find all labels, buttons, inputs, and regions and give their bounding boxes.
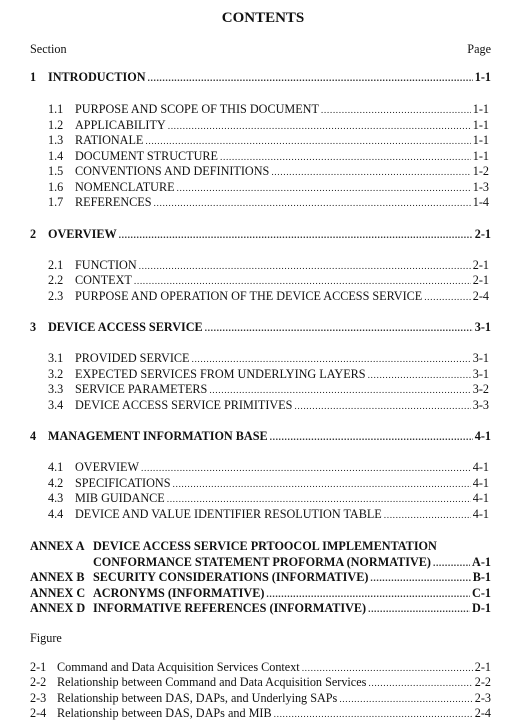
item-number: 4.1 bbox=[48, 460, 64, 474]
item-page: 3-1 bbox=[472, 351, 489, 365]
item-number: 3.3 bbox=[48, 382, 64, 396]
item-title: DEVICE AND VALUE IDENTIFIER RESOLUTION TABLE bbox=[75, 507, 382, 521]
toc-item-3-2[interactable] bbox=[48, 367, 489, 382]
item-title: NOMENCLATURE bbox=[75, 180, 175, 194]
item-page: 1-4 bbox=[472, 195, 489, 209]
item-number: 1.5 bbox=[48, 164, 64, 178]
annex-title: CONFORMANCE STATEMENT PROFORMA (NORMATIVE) bbox=[93, 555, 431, 569]
figure-page: 2-3 bbox=[474, 691, 491, 705]
item-title: MIB GUIDANCE bbox=[75, 491, 165, 505]
item-page: 3-1 bbox=[472, 367, 489, 381]
section-title: OVERVIEW bbox=[48, 227, 117, 241]
annex-label: ANNEX D bbox=[30, 601, 86, 615]
item-page: 1-1 bbox=[472, 118, 489, 132]
item-number: 3.2 bbox=[48, 367, 64, 381]
item-title: REFERENCES bbox=[75, 195, 152, 209]
figure-title: Relationship between DAS, DAPs, and Underlying SAPs bbox=[57, 691, 338, 705]
annex-title: INFORMATIVE REFERENCES (INFORMATIVE) bbox=[93, 601, 367, 615]
dot-leader bbox=[205, 320, 473, 337]
toc-item-1-4[interactable] bbox=[48, 149, 489, 164]
item-page: 1-1 bbox=[472, 149, 489, 163]
item-number: 4.4 bbox=[48, 507, 64, 521]
toc-section-1[interactable] bbox=[30, 70, 491, 85]
annex-label: ANNEX B bbox=[30, 570, 85, 584]
item-number: 1.6 bbox=[48, 180, 64, 194]
item-number: 3.4 bbox=[48, 398, 64, 412]
figure-page: 2-2 bbox=[474, 675, 491, 689]
dot-leader bbox=[148, 70, 473, 87]
annex-page: D-1 bbox=[472, 601, 491, 615]
item-page: 4-1 bbox=[472, 460, 489, 474]
figure-number: 2-2 bbox=[30, 675, 47, 689]
item-page: 1-1 bbox=[472, 133, 489, 147]
dot-leader bbox=[141, 460, 471, 477]
section-title: DEVICE ACCESS SERVICE bbox=[48, 320, 203, 334]
page-title: CONTENTS bbox=[221, 10, 305, 26]
item-title: DOCUMENT STRUCTURE bbox=[75, 149, 218, 163]
toc-item-1-7[interactable] bbox=[48, 195, 489, 210]
item-page: 1-1 bbox=[472, 102, 489, 116]
item-title: OVERVIEW bbox=[75, 460, 140, 474]
section-page: 3-1 bbox=[474, 320, 491, 334]
toc-item-1-1[interactable] bbox=[48, 102, 489, 117]
annex-title: SECURITY CONSIDERATIONS (INFORMATIVE) bbox=[93, 570, 369, 584]
toc-annex-d[interactable] bbox=[30, 601, 491, 616]
toc-item-4-1[interactable] bbox=[48, 460, 489, 475]
item-number: 2.2 bbox=[48, 273, 64, 287]
dot-leader bbox=[119, 227, 473, 244]
item-page: 4-1 bbox=[472, 507, 489, 521]
toc-figure-2-3[interactable] bbox=[30, 691, 491, 706]
toc-item-1-5[interactable] bbox=[48, 164, 489, 179]
figure-page: 2-1 bbox=[474, 660, 491, 674]
toc-item-4-4[interactable] bbox=[48, 507, 489, 522]
item-title: PROVIDED SERVICE bbox=[75, 351, 190, 365]
toc-section-2[interactable] bbox=[30, 227, 491, 242]
toc-item-2-3[interactable] bbox=[48, 289, 489, 304]
item-page: 2-1 bbox=[472, 273, 489, 287]
figure-number: 2-1 bbox=[30, 660, 47, 674]
item-number: 4.3 bbox=[48, 491, 64, 505]
toc-item-1-2[interactable] bbox=[48, 118, 489, 133]
annex-title-line1: DEVICE ACCESS SERVICE PRTOOCOL IMPLEMENTATION bbox=[93, 539, 437, 553]
section-page: 2-1 bbox=[474, 227, 491, 241]
item-page: 2-4 bbox=[472, 289, 489, 303]
annex-page: B-1 bbox=[472, 570, 491, 584]
item-number: 2.3 bbox=[48, 289, 64, 303]
annex-label: ANNEX A bbox=[30, 539, 85, 553]
dot-leader bbox=[167, 491, 471, 508]
item-page: 3-3 bbox=[472, 398, 489, 412]
item-title: CONTEXT bbox=[75, 273, 132, 287]
toc-figure-2-4[interactable] bbox=[30, 706, 491, 721]
toc-item-2-1[interactable] bbox=[48, 258, 489, 273]
item-title: PURPOSE AND SCOPE OF THIS DOCUMENT bbox=[75, 102, 319, 116]
item-page: 1-2 bbox=[472, 164, 489, 178]
item-page: 4-1 bbox=[472, 476, 489, 490]
toc-item-1-3[interactable] bbox=[48, 133, 489, 148]
figure-title: Relationship between Command and Data Acquisition Services bbox=[57, 675, 367, 689]
item-number: 4.2 bbox=[48, 476, 64, 490]
toc-annex-b[interactable] bbox=[30, 570, 491, 585]
item-title: DEVICE ACCESS SERVICE PRIMITIVES bbox=[75, 398, 293, 412]
annex-label: ANNEX C bbox=[30, 586, 86, 600]
figure-title: Relationship between DAS, DAPs and MIB bbox=[57, 706, 272, 720]
toc-item-3-4[interactable] bbox=[48, 398, 489, 413]
figure-number: 2-3 bbox=[30, 691, 47, 705]
dot-leader bbox=[424, 289, 471, 306]
item-title: SERVICE PARAMETERS bbox=[75, 382, 208, 396]
figure-number: 2-4 bbox=[30, 706, 47, 720]
item-page: 2-1 bbox=[472, 258, 489, 272]
annex-page: C-1 bbox=[472, 586, 491, 600]
dot-leader bbox=[209, 382, 470, 399]
toc-annex-a-line1[interactable] bbox=[30, 539, 491, 554]
item-title: FUNCTION bbox=[75, 258, 137, 272]
section-title: MANAGEMENT INFORMATION BASE bbox=[48, 429, 268, 443]
item-number: 1.4 bbox=[48, 149, 64, 163]
toc-item-2-2[interactable] bbox=[48, 273, 489, 288]
page-column-header: Page bbox=[467, 42, 491, 56]
item-title: PURPOSE AND OPERATION OF THE DEVICE ACCESS SERVICE bbox=[75, 289, 423, 303]
dot-leader bbox=[145, 133, 470, 150]
item-number: 1.7 bbox=[48, 195, 64, 209]
toc-item-3-3[interactable] bbox=[48, 382, 489, 397]
dot-leader bbox=[321, 102, 471, 119]
dot-leader bbox=[384, 507, 471, 524]
item-title: EXPECTED SERVICES FROM UNDERLYING LAYERS bbox=[75, 367, 366, 381]
section-page: 4-1 bbox=[474, 429, 491, 443]
item-title: SPECIFICATIONS bbox=[75, 476, 171, 490]
toc-item-1-6[interactable] bbox=[48, 180, 489, 195]
annex-page: A-1 bbox=[472, 555, 491, 569]
item-number: 3.1 bbox=[48, 351, 64, 365]
toc-item-4-2[interactable] bbox=[48, 476, 489, 491]
toc-item-3-1[interactable] bbox=[48, 351, 489, 366]
section-number: 1 bbox=[30, 70, 37, 84]
figure-title: Command and Data Acquisition Services Context bbox=[57, 660, 300, 674]
item-number: 1.2 bbox=[48, 118, 64, 132]
dot-leader bbox=[271, 164, 470, 181]
dot-leader bbox=[154, 195, 471, 212]
section-page: 1-1 bbox=[474, 70, 491, 84]
item-number: 1.3 bbox=[48, 133, 64, 147]
toc-item-4-3[interactable] bbox=[48, 491, 489, 506]
dot-leader bbox=[370, 570, 470, 587]
toc-annex-a[interactable] bbox=[93, 555, 491, 570]
dot-leader bbox=[368, 601, 470, 618]
toc-section-3[interactable] bbox=[30, 320, 491, 335]
toc-annex-c[interactable] bbox=[30, 586, 491, 601]
dot-leader bbox=[294, 398, 470, 415]
figure-heading: Figure bbox=[30, 631, 62, 645]
item-page: 3-2 bbox=[472, 382, 489, 396]
section-number: 2 bbox=[30, 227, 37, 241]
figure-page: 2-4 bbox=[474, 706, 491, 720]
item-page: 1-3 bbox=[472, 180, 489, 194]
section-number: 3 bbox=[30, 320, 37, 334]
dot-leader bbox=[368, 675, 472, 692]
section-title: INTRODUCTION bbox=[48, 70, 146, 84]
toc-section-4[interactable] bbox=[30, 429, 491, 444]
item-title: CONVENTIONS AND DEFINITIONS bbox=[75, 164, 270, 178]
dot-leader bbox=[270, 429, 473, 446]
item-number: 1.1 bbox=[48, 102, 64, 116]
toc-figure-2-1[interactable] bbox=[30, 660, 491, 675]
annex-title: ACRONYMS (INFORMATIVE) bbox=[93, 586, 265, 600]
dot-leader bbox=[191, 351, 470, 368]
section-number: 4 bbox=[30, 429, 37, 443]
item-title: RATIONALE bbox=[75, 133, 144, 147]
dot-leader bbox=[134, 273, 471, 290]
section-column-header: Section bbox=[30, 42, 67, 56]
item-title: APPLICABILITY bbox=[75, 118, 166, 132]
dot-leader bbox=[274, 706, 473, 723]
item-page: 4-1 bbox=[472, 491, 489, 505]
item-number: 2.1 bbox=[48, 258, 64, 272]
toc-figure-2-2[interactable] bbox=[30, 675, 491, 690]
